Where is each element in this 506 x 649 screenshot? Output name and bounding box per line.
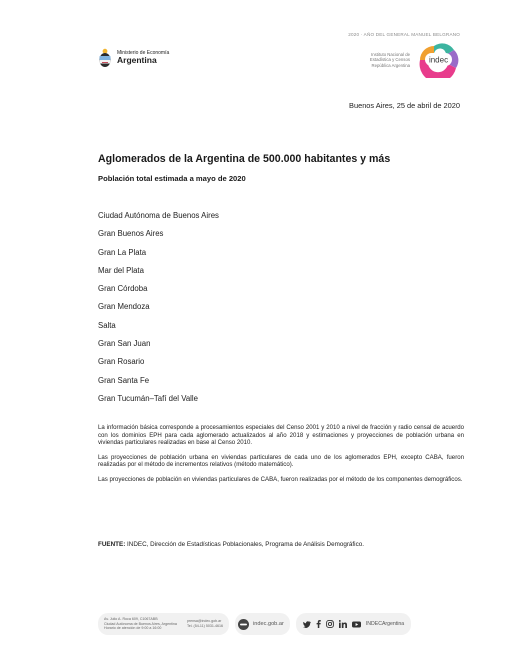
- linkedin-icon[interactable]: [339, 620, 347, 628]
- coat-of-arms-icon: [98, 48, 112, 68]
- year-banner: 2020 · AÑO DEL GENERAL MANUEL BELGRANO: [348, 32, 460, 37]
- social-handle[interactable]: INDECArgentina: [365, 621, 405, 627]
- list-item: Ciudad Autónoma de Buenos Aires: [98, 211, 219, 220]
- facebook-icon[interactable]: [316, 620, 321, 628]
- list-item: Gran La Plata: [98, 247, 147, 257]
- list-item: Gran Córdoba: [98, 284, 148, 294]
- ministry-country: Argentina: [117, 55, 157, 66]
- ministry-logo: [98, 48, 169, 68]
- www-icon: [238, 619, 249, 630]
- document-title: Aglomerados de la Argentina de 500.000 habitantes y más: [98, 153, 391, 165]
- agglomeration-list: [98, 211, 219, 412]
- list-item: Gran Mendoza: [98, 302, 150, 312]
- source-text: INDEC, Dirección de Estadísticas Poblacionales, Programa de Análisis Demográfico.: [125, 541, 364, 548]
- address-block: [98, 613, 229, 635]
- press-email-link[interactable]: prensa@indec.gob.ar: [186, 619, 222, 624]
- indec-logo-icon: [416, 42, 460, 78]
- list-item: Gran Santa Fe: [98, 375, 150, 385]
- footer: [98, 613, 411, 635]
- list-item: Gran Buenos Aires: [98, 229, 164, 239]
- website-url[interactable]: indec.gob.ar: [253, 621, 284, 627]
- list-item: Gran San Juan: [98, 339, 151, 349]
- list-item: Salta: [98, 320, 116, 330]
- address-line: Ciudad Autónoma de Buenos Aires, Argentina: [104, 621, 177, 626]
- address-line: Horario de atención de 9:00 a 16:00: [104, 626, 162, 631]
- instagram-icon[interactable]: [326, 620, 334, 628]
- phone-number: Tel. (54-11) 5031-4616: [186, 624, 224, 628]
- social-links: [296, 613, 411, 635]
- indec-logo-text: indec: [428, 55, 449, 65]
- address-line: Av. Julio A. Roca 609, C1067ABB: [104, 617, 158, 622]
- list-item: Mar del Plata: [98, 265, 144, 275]
- list-item: Gran Rosario: [98, 357, 145, 367]
- source-label: FUENTE:: [98, 541, 126, 548]
- document-date: Buenos Aires, 25 de abril de 2020: [349, 101, 460, 110]
- note-paragraph: Las proyecciones de población urbana en viviendas particulares de cada uno de los aglomerados EPH, excepto CABA, fueron realizadas por el método de incrementos relativos (método matemático).: [98, 453, 464, 469]
- twitter-icon[interactable]: [303, 621, 311, 628]
- website-link[interactable]: [235, 613, 290, 635]
- methodology-notes: [98, 424, 464, 491]
- indec-brand: [358, 42, 460, 78]
- source-note: [98, 541, 464, 548]
- list-item: Gran Tucumán–Tafí del Valle: [98, 393, 198, 403]
- institute-name: Instituto Nacional de Estadística y Censos República Argentina: [369, 52, 410, 68]
- note-paragraph: Las proyecciones de población en viviendas particulares de CABA, fueron realizadas por el método de los componentes demográficos.: [98, 475, 463, 483]
- ministry-name: Ministerio de Economía: [117, 49, 170, 56]
- youtube-icon[interactable]: [352, 621, 361, 628]
- document-subtitle: Población total estimada a mayo de 2020: [98, 174, 246, 183]
- note-paragraph: La información básica corresponde a procesamientos especiales del Censo 2001 y 2010 a nivel de fracción y radio censal de acuerdo con los dominios EPH para cada aglomerado actualizados al año 2018 y estimaciones y proyecciones de población urbana en viviendas particulares realizadas en base al Censo 2010.: [98, 424, 464, 447]
